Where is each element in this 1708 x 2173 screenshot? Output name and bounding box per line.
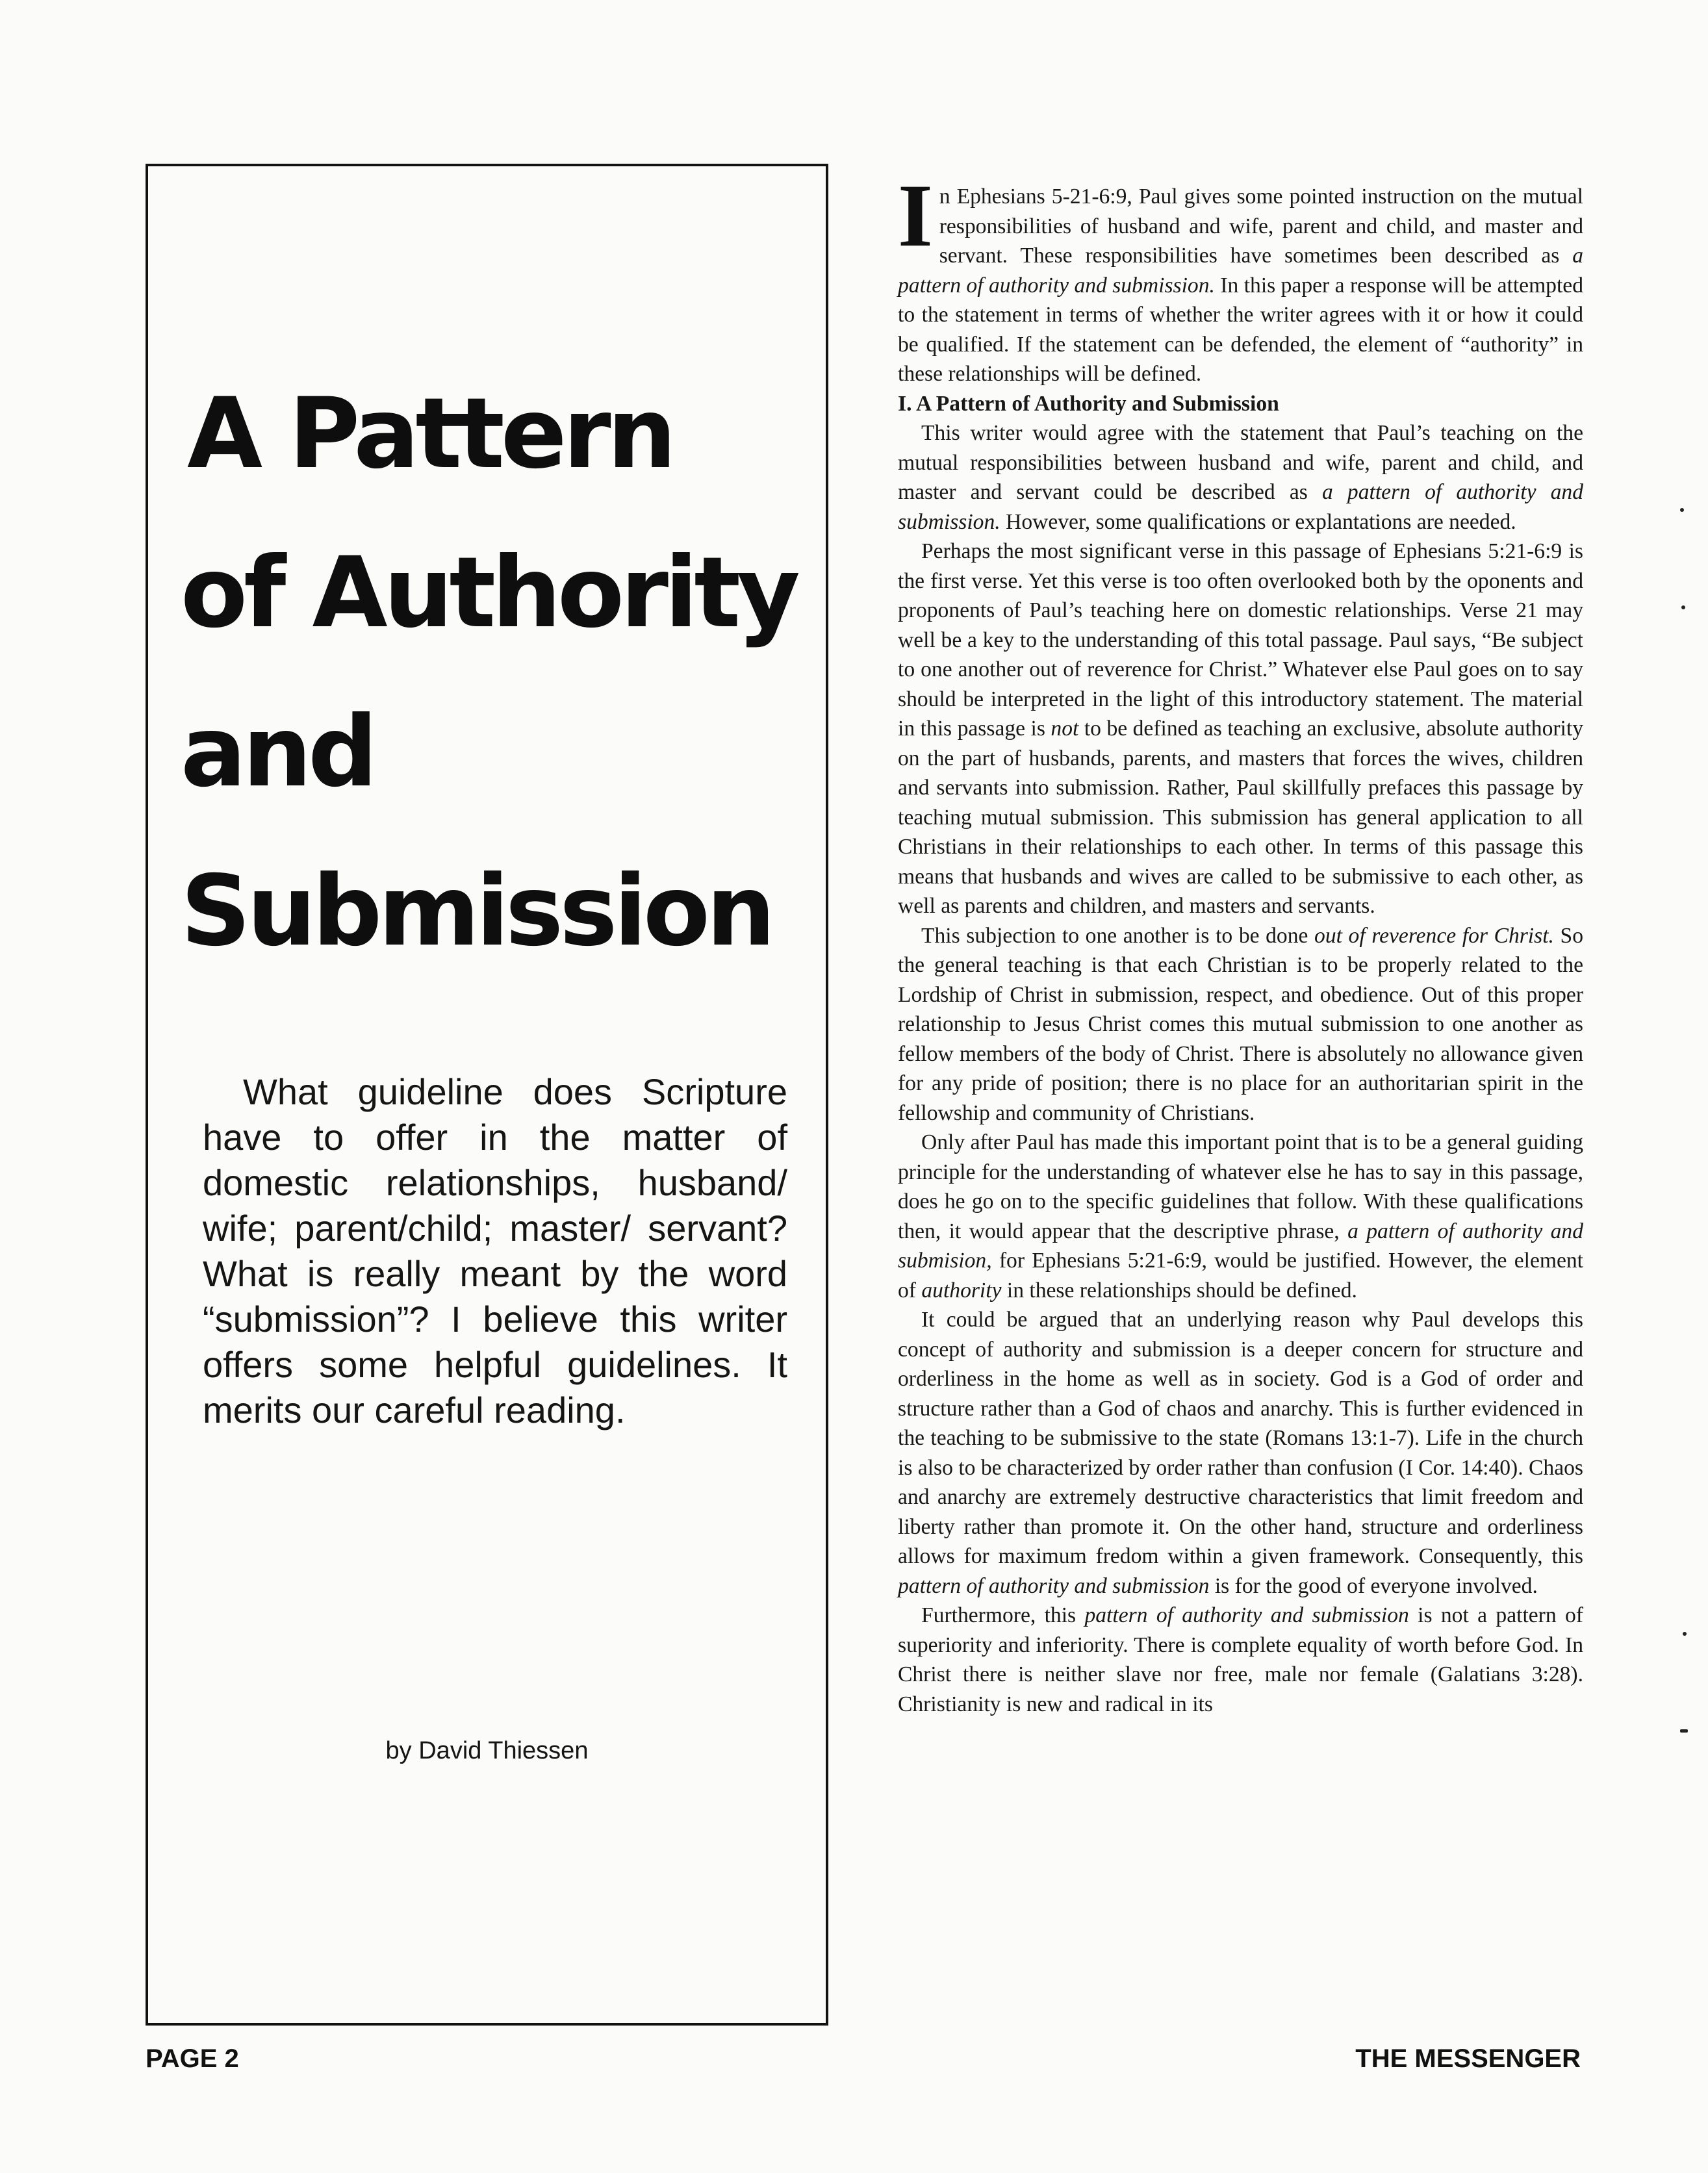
paragraph-7: Furthermore, this pattern of authority and submission is not a pattern of superiority and inferiority. There is complete equality of worth before God. In Christ there is neither slave nor free, male nor female (Galatians 3:28). Christianity is new and radical in its: [898, 1603, 1583, 1716]
margin-mark: [1680, 1729, 1688, 1733]
title-line-3: and: [181, 696, 374, 809]
margin-mark: [1680, 508, 1684, 512]
section-heading: I. A Pattern of Authority and Submission: [898, 391, 1279, 416]
title-line-2: of Authority: [181, 537, 797, 650]
page-number: PAGE 2: [146, 2044, 239, 2073]
paragraph-6: It could be argued that an underlying reason why Paul develops this concept of authority and submission is a deeper concern for structure and orderliness in the home as well as in society. God is a God of order and structure rather than a God of chaos and anarchy. This is further evidenced in the teaching to be submissive to the state (Romans 13:1-7). Life in the church is also to be characterized by order rather than confusion (I Cor. 14:40). Chaos and anarchy are extremely destructive characteristics that limit freedom and liberty rather than promote it. On the other hand, structure and orderliness allows for maximum fredom within a given framework. Consequently, this pattern of authority and submission is for the good of everyone involved.: [898, 1308, 1583, 1598]
drop-cap: I: [898, 166, 933, 265]
margin-mark: [1681, 605, 1685, 609]
paragraph-2: This writer would agree with the statement that Paul’s teaching on the mutual responsibilities between husband and wife, parent and child, and master and servant could be described as a pattern of authority and submission. However, some qualifications or explantations are needed.: [898, 421, 1583, 534]
article-body: [898, 166, 1584, 1719]
publication-name: THE MESSENGER: [1355, 2044, 1581, 2073]
paragraph-1: In Ephesians 5-21-6:9, Paul gives some pointed instruction on the mutual responsibilities of husband and wife, parent and child, and master and servant. These responsibilities have sometimes been described as a pattern of authority and submission. In this paper a response will be attempted to the statement in terms of whether the writer agrees with it or how it could be qualified. If the statement can be defended, the element of “authority” in these relationships will be defined.: [898, 166, 1583, 386]
paragraph-4: This subjection to one another is to be done out of reverence for Christ. So the general teaching is that each Christian is to be properly related to the Lordship of Christ in submission, respect, and obedience. Out of this proper relationship to Jesus Christ comes this mutual submission to one another as fellow members of the body of Christ. There is absolutely no allowance given for any pride of position; there is no place for an authoritarian spirit in the fellowship and community of Christians.: [898, 923, 1584, 1125]
paragraph-3: Perhaps the most significant verse in this passage of Ephesians 5:21-6:9 is the first verse. Yet this verse is too often overlooked both by the oponents and proponents of Paul’s teaching here on domestic relationships. Verse 21 may well be a key to the understanding of this total passage. Paul says, “Be subject to one another out of reverence for Christ.” Whatever else Paul goes on to say should be interpreted in the light of this introductory statement. The material in this passage is not to be defined as teaching an exclusive, absolute authority on the part of husbands, parents, and masters that forces the wives, children and servants into submission. Rather, Paul skillfully prefaces this passage by teaching mutual submission. This submission has general application to all Christians in their relationships to each other. In terms of this passage this means that husbands and wives are called to be submissive to each other, as well as parents and children, and masters and servants.: [898, 539, 1583, 918]
paragraph-5: Only after Paul has made this important point that is to be a general guiding principle for the understanding of whatever else he has to say in this passage, does he go on to the specific guidelines that follow. With these qualifications then, it would appear that the descriptive phrase, a pattern of authority and submision, for Ephesians 5:21-6:9, would be justified. However, the element of authority in these relationships should be defined.: [898, 1130, 1583, 1303]
article-title: [181, 355, 797, 991]
title-line-4: Submission: [181, 855, 772, 968]
title-panel: [146, 164, 828, 2026]
margin-mark: [1683, 1632, 1687, 1636]
intro-blurb: What guideline does Scripture have to offer in the matter of domestic relationships, husband/ wife; parent/child; master/ servant? What is really meant by the word “submission”? I believe this writer offers some helpful guidelines. It merits our careful reading.: [203, 1071, 787, 1430]
title-line-1: A Pattern: [187, 377, 673, 490]
byline: by David Thiessen: [385, 1737, 589, 1764]
